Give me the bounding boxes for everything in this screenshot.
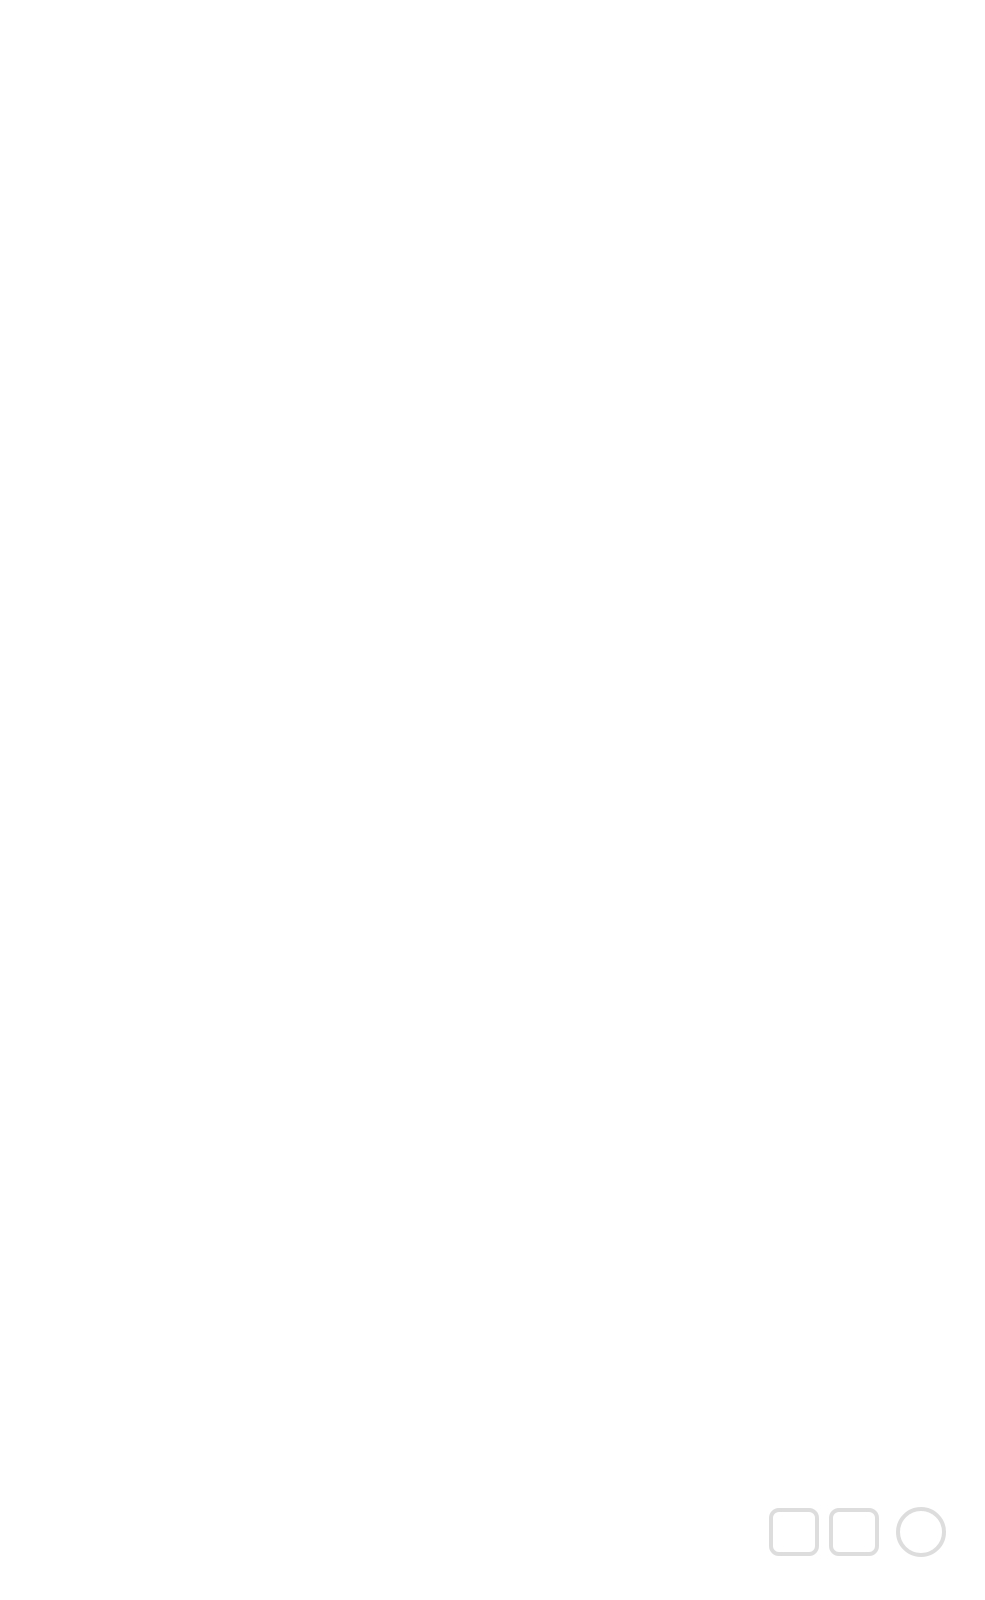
site-watermark [761, 1502, 971, 1594]
reading-instruction [34, 95, 940, 129]
speaker-name [34, 163, 940, 197]
question-21 [34, 299, 940, 333]
speaker-name [34, 197, 940, 231]
speaker-name [34, 265, 940, 299]
watermark-logo-icon [761, 1502, 971, 1562]
section-title [34, 61, 940, 95]
document-page [34, 27, 940, 333]
passage-label [34, 129, 940, 163]
speaker-name [34, 231, 940, 265]
part-title [34, 27, 940, 61]
